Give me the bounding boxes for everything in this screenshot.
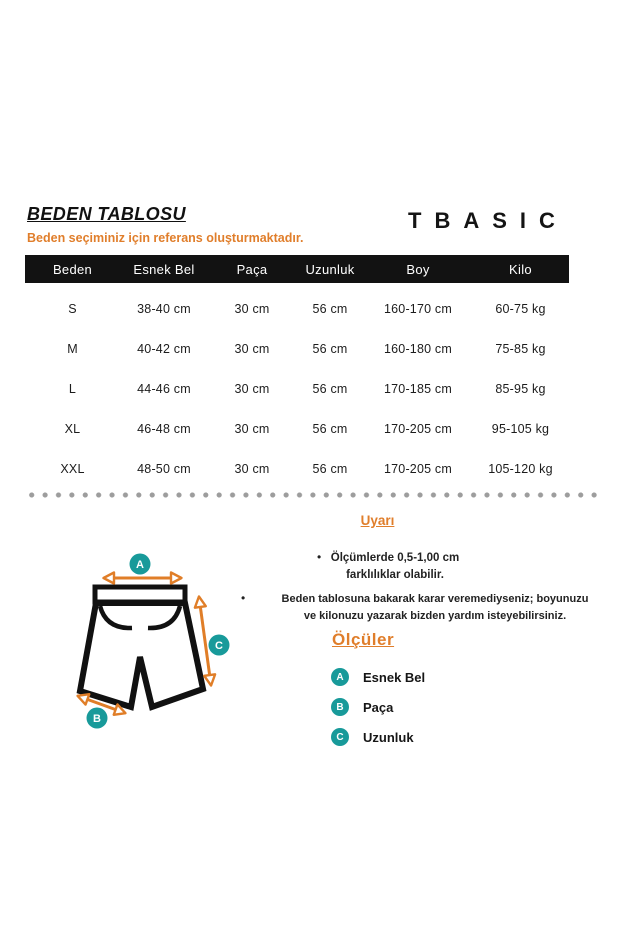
table-cell: S [68, 302, 77, 316]
column-header-kilo: Kilo [509, 261, 532, 277]
table-cell: 105-120 kg [488, 462, 553, 476]
table-cell: L [68, 382, 77, 396]
legend-item-paca [331, 698, 425, 716]
table-row [25, 289, 569, 329]
table-cell: 56 cm [312, 462, 348, 476]
table-cell: 60-75 kg [495, 302, 546, 316]
warning-bullet [295, 550, 475, 583]
table-cell: 160-180 cm [383, 342, 452, 356]
measures-legend [331, 668, 425, 758]
table-cell: 56 cm [312, 382, 348, 396]
legend-label: Esnek Bel [363, 669, 426, 685]
brand-logo: TBASIC [408, 208, 568, 233]
table-row [25, 449, 569, 489]
legend-label: Uzunluk [363, 729, 414, 745]
table-cell: 30 cm [234, 342, 270, 356]
waistband [95, 587, 185, 602]
bullet-line: Ölçümlerde 0,5-1,00 cm [330, 552, 460, 564]
legend-marker-c-icon: C [331, 728, 349, 746]
size-table-body [25, 283, 569, 489]
warning-bullet [237, 591, 617, 624]
table-cell: 160-170 cm [383, 302, 452, 316]
table-cell: 170-205 cm [383, 462, 452, 476]
column-header-beden: Beden [52, 261, 93, 277]
measures-title: Ölçüler [332, 630, 395, 649]
table-cell: 30 cm [234, 422, 270, 436]
table-cell: 40-42 cm [137, 342, 191, 356]
table-cell: M [67, 342, 78, 356]
bullet-line: Beden tablosuna bakarak karar veremediyseniz; boyunuzu [281, 593, 589, 605]
page-subtitle: Beden seçiminiz için referans oluşturmaktadır. [27, 231, 304, 245]
table-cell: XXL [60, 462, 85, 476]
table-cell: 95-105 kg [491, 422, 550, 436]
marker-letter-a: A [136, 559, 144, 571]
size-table-header-row [25, 255, 569, 283]
bullet-icon: • [317, 550, 322, 564]
page-title: BEDEN TABLOSU [27, 204, 186, 224]
dotted-divider [25, 491, 603, 499]
bullet-line: ve kilonuzu yazarak bizden yardım isteyebilirsiniz. [303, 609, 567, 622]
bullet-text [325, 550, 465, 583]
table-cell: 44-46 cm [137, 382, 191, 396]
marker-letter-c: C [215, 640, 223, 652]
table-row [25, 329, 569, 369]
shorts-outline [80, 603, 203, 707]
shorts-diagram-svg [55, 545, 235, 750]
legend-marker-b-icon: B [331, 698, 349, 716]
table-cell: 170-185 cm [383, 382, 452, 396]
table-cell: 46-48 cm [137, 422, 191, 436]
table-cell: 30 cm [234, 302, 270, 316]
table-cell: 48-50 cm [137, 462, 191, 476]
legend-label: Paça [363, 699, 394, 715]
legend-item-uzunluk [331, 728, 425, 746]
shorts-diagram [55, 545, 235, 755]
table-cell: 30 cm [234, 462, 270, 476]
table-cell: 170-205 cm [383, 422, 452, 436]
bullet-icon: • [241, 591, 246, 605]
column-header-uzunluk: Uzunluk [305, 261, 355, 277]
bullet-text [253, 591, 617, 624]
table-cell: 56 cm [312, 422, 348, 436]
column-header-esnekbel: Esnek Bel [133, 261, 195, 277]
table-row [25, 409, 569, 449]
table-cell: 56 cm [312, 302, 348, 316]
table-row [25, 369, 569, 409]
legend-marker-a-icon: A [331, 668, 349, 686]
marker-letter-b: B [93, 713, 101, 725]
size-table [25, 255, 569, 489]
column-header-boy: Boy [406, 261, 430, 277]
table-cell: 30 cm [234, 382, 270, 396]
table-cell: 56 cm [312, 342, 348, 356]
warning-title: Uyarı [360, 513, 395, 528]
table-cell: 85-95 kg [495, 382, 546, 396]
table-cell: 75-85 kg [495, 342, 546, 356]
table-cell: XL [64, 422, 81, 436]
bullet-line: farklılıklar olabilir. [346, 568, 444, 581]
legend-item-esnek-bel [331, 668, 425, 686]
column-header-paca: Paça [236, 261, 268, 277]
table-cell: 38-40 cm [137, 302, 191, 316]
